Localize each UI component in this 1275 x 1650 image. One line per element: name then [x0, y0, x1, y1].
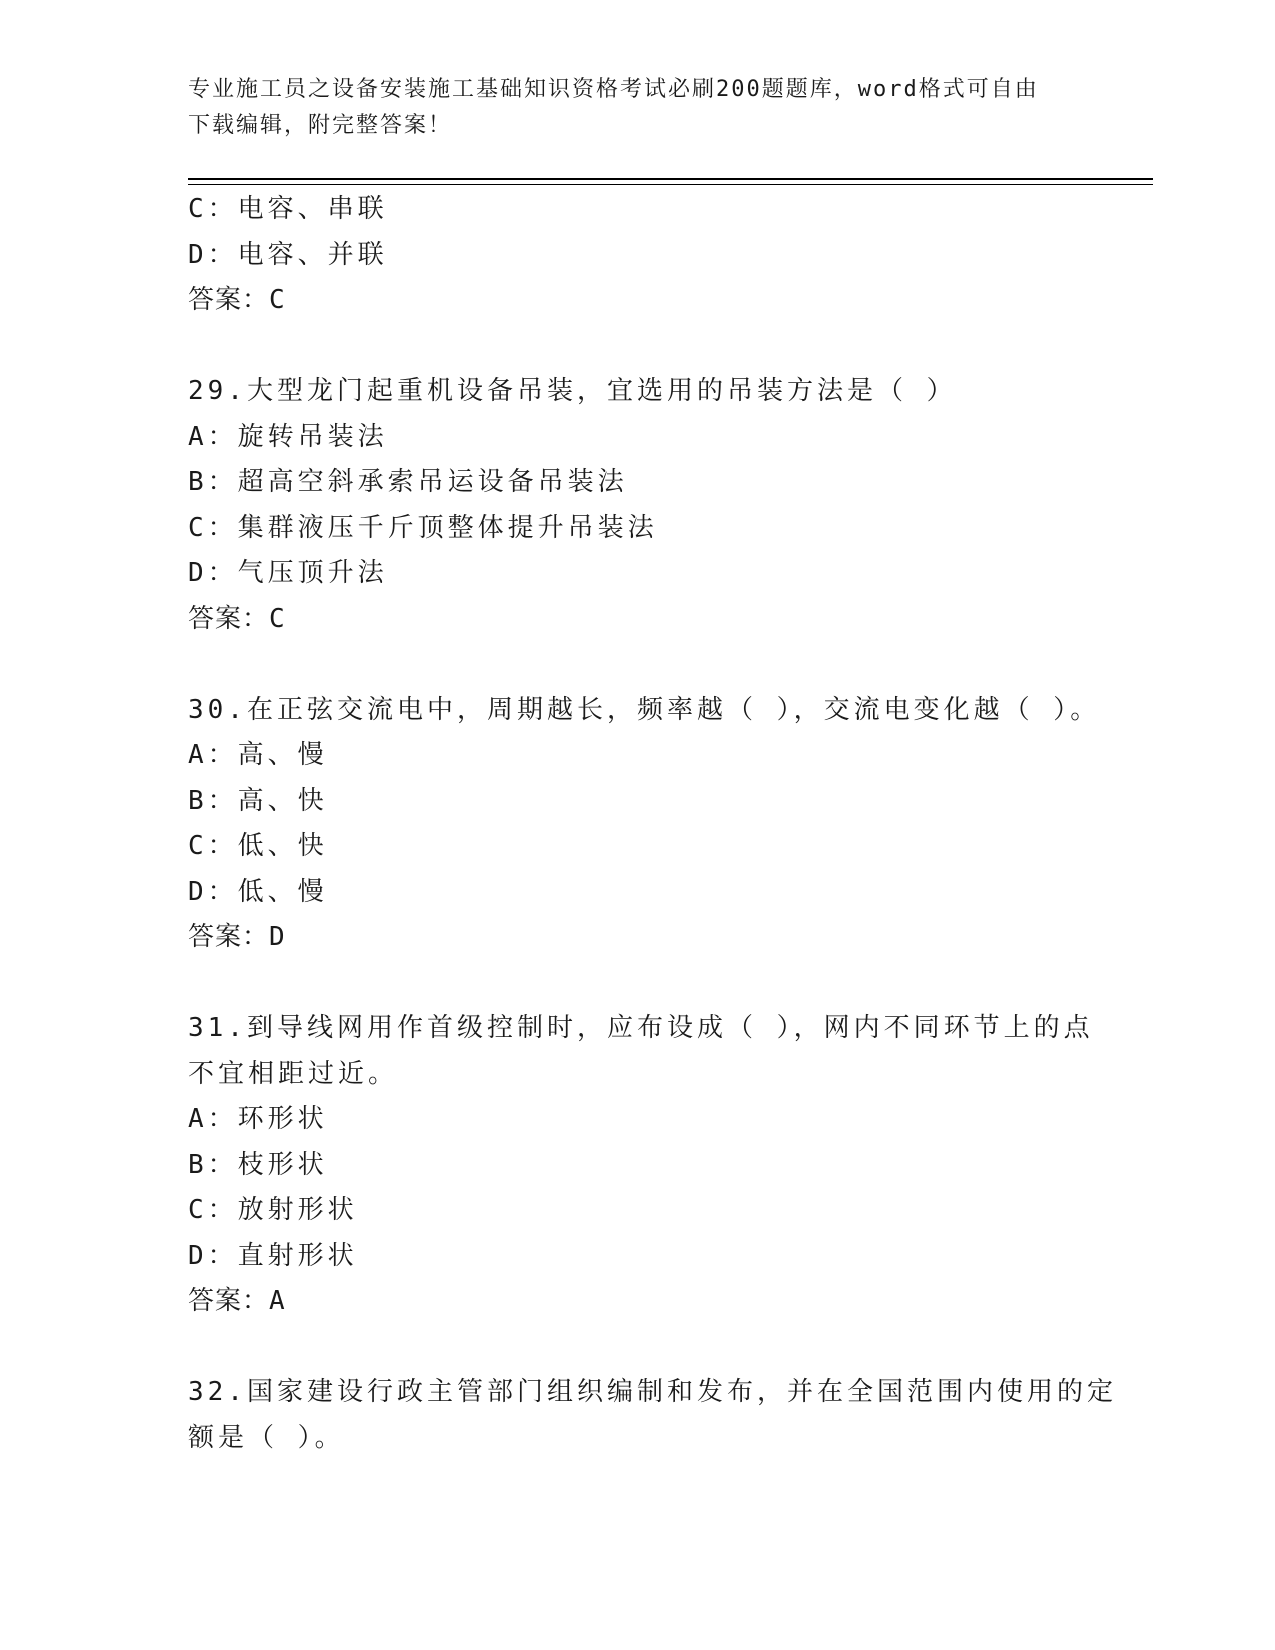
document-header — [188, 72, 1088, 144]
spacer — [188, 324, 1088, 370]
question-text-line-2: 额是（ ）。 — [188, 1422, 345, 1453]
option-d: D：低、慢 — [188, 876, 328, 907]
option-b: B：高、快 — [188, 785, 328, 816]
option-c: C：放射形状 — [188, 1195, 358, 1225]
header-divider-thin — [188, 184, 1153, 185]
question-29 — [188, 369, 1088, 642]
option-c: C：集群液压千斤顶整体提升吊装法 — [188, 512, 658, 543]
option-d: D：电容、并联 — [188, 239, 388, 270]
spacer — [188, 642, 1088, 688]
question-text-line-1: 32.国家建设行政主管部门组织编制和发布，并在全国范围内使用的定 — [188, 1377, 1117, 1407]
option-c: C：电容、串联 — [188, 194, 388, 224]
option-d: D：直射形状 — [188, 1240, 358, 1271]
question-30 — [188, 688, 1101, 961]
question-text: 30.在正弦交流电中，周期越长，频率越（ ），交流电变化越（ ）。 — [188, 694, 1101, 725]
option-b: B：枝形状 — [188, 1149, 328, 1180]
question-32 — [188, 1370, 1117, 1461]
question-list — [188, 187, 1117, 1461]
question-text: 29.大型龙门起重机设备吊装，宜选用的吊装方法是（ ） — [188, 376, 957, 406]
question-28-tail — [188, 187, 1088, 324]
answer-line: 答案：C — [188, 603, 286, 634]
question-31 — [188, 1006, 1094, 1325]
option-b: B：超高空斜承索吊运设备吊装法 — [188, 467, 628, 497]
answer-line: 答案：C — [188, 285, 286, 315]
question-text-line-2: 不宜相距过近。 — [188, 1058, 399, 1089]
header-line-2: 下载编辑，附完整答案！ — [188, 113, 453, 138]
header-line-1: 专业施工员之设备安装施工基础知识资格考试必刷200题题库，word格式可自由 — [188, 77, 1039, 102]
option-a: A：高、慢 — [188, 740, 328, 770]
question-text-line-1: 31.到导线网用作首级控制时，应布设成（ ），网内不同环节上的点 — [188, 1013, 1094, 1043]
answer-line: 答案：D — [188, 922, 286, 952]
answer-line: 答案：A — [188, 1286, 286, 1316]
spacer — [188, 961, 1088, 1007]
option-a: A：环形状 — [188, 1104, 328, 1134]
option-c: C：低、快 — [188, 831, 328, 861]
option-d: D：气压顶升法 — [188, 558, 388, 588]
spacer — [188, 1325, 1088, 1371]
option-a: A：旋转吊装法 — [188, 421, 388, 452]
header-divider-thick — [188, 178, 1153, 180]
